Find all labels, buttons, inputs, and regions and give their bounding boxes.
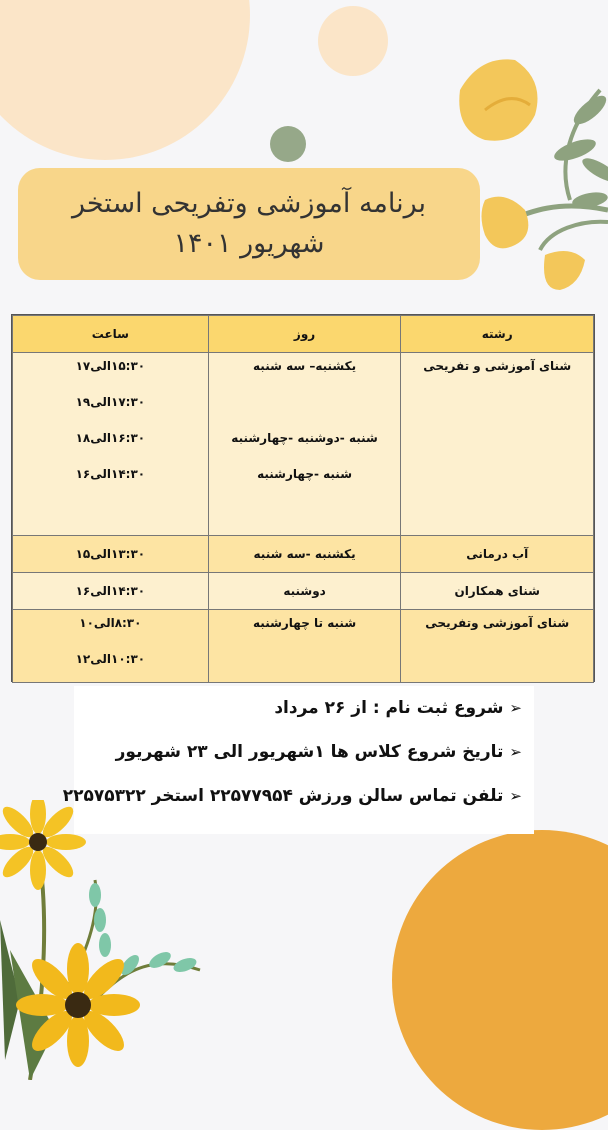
- info-text: تلفن تماس سالن ورزش ۲۲۵۷۷۹۵۴ استخر ۲۲۵۷۵۳۲۲: [62, 786, 504, 806]
- day-cell: یکشنبه– سه شنبه: [253, 359, 357, 373]
- hour-cell: ۱۴:۳۰الی۱۶: [75, 467, 146, 481]
- day-cell: شنبه -چهارشنبه: [257, 467, 353, 481]
- hour-cell: ۱۳:۳۰الی۱۵: [13, 536, 209, 573]
- info-line-class-dates: [74, 730, 534, 774]
- table-row: [13, 610, 594, 683]
- day-cell: شنبه -دوشنبه -چهارشنبه: [231, 431, 378, 445]
- day-cell: دوشنبه: [208, 573, 401, 610]
- title-banner: [18, 168, 480, 280]
- field-cell: شنای آموزشی و تفریحی: [423, 359, 572, 373]
- info-box: [62, 686, 534, 834]
- header-day: روز: [208, 316, 401, 353]
- schedule-table: [11, 314, 595, 682]
- header-field: رشته: [401, 316, 594, 353]
- hour-cell: ۱۷:۳۰الی۱۹: [75, 395, 146, 409]
- info-text: تاریخ شروع کلاس ها ۱شهریور الی ۲۳ شهریور: [115, 742, 504, 762]
- info-text: شروع ثبت نام : از ۲۶ مرداد: [274, 698, 504, 718]
- table-header-row: [13, 316, 594, 353]
- field-cell: آب درمانی: [401, 536, 594, 573]
- hour-cell: ۱۶:۳۰الی۱۸: [75, 431, 146, 445]
- header-hour: ساعت: [13, 316, 209, 353]
- peach-circle-large: [0, 0, 250, 160]
- field-cell: شنای همکاران: [401, 573, 594, 610]
- day-cell: [209, 389, 401, 425]
- table-row: [13, 536, 594, 573]
- table-row: [13, 573, 594, 610]
- sunflowers-illustration: [0, 800, 210, 1080]
- hour-cell: ۱۴:۳۰الی۱۶: [13, 573, 209, 610]
- hour-cell: ۱۵:۳۰الی۱۷: [75, 359, 146, 373]
- day-cell: شنبه تا چهارشنبه: [253, 616, 357, 630]
- title-line-2: شهریور ۱۴۰۱: [173, 228, 325, 259]
- info-line-registration: [74, 686, 534, 730]
- arrow-bullet-icon: ➢: [509, 787, 522, 805]
- table-row: [13, 353, 594, 536]
- hour-cell: ۸:۳۰الی۱۰: [79, 616, 142, 630]
- day-cell: یکشنبه -سه شنبه: [208, 536, 401, 573]
- info-line-phone: [62, 774, 534, 818]
- arrow-bullet-icon: ➢: [509, 743, 522, 761]
- peach-circle-small: [318, 6, 388, 76]
- orange-circle: [392, 830, 608, 1130]
- green-dot: [270, 126, 306, 162]
- hour-cell: ۱۰:۳۰الی۱۲: [75, 652, 146, 666]
- field-cell: شنای آموزشی وتفریحی: [425, 616, 570, 630]
- arrow-bullet-icon: ➢: [509, 699, 522, 717]
- title-line-1: برنامه آموزشی وتفریحی استخر: [71, 188, 427, 219]
